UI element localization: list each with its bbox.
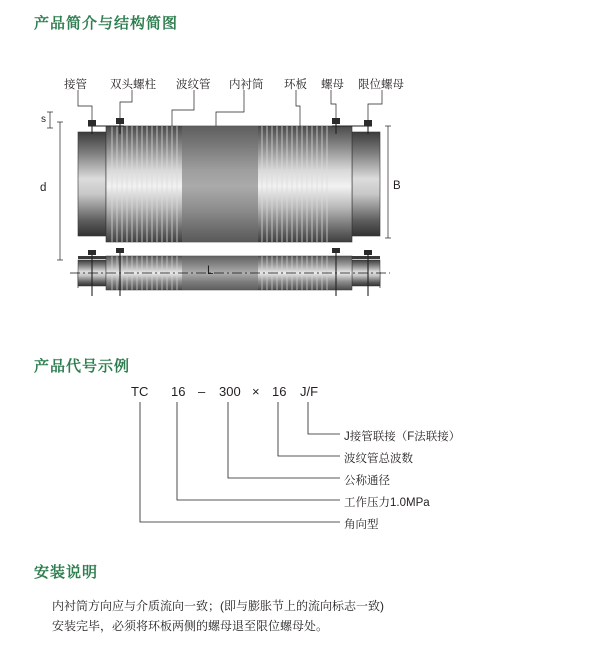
callout-label-ring-plate: 环板 xyxy=(284,79,307,91)
code-token-pressure: 16 xyxy=(171,384,186,399)
install-notes xyxy=(52,596,552,636)
code-desc-pressure: 工作压力1.0MPa xyxy=(344,497,430,509)
callout-label-nozzle: 接管 xyxy=(64,79,87,91)
code-leader-lines xyxy=(0,378,600,548)
install-note-line-1: 内衬筒方向应与介质流向一致；(即与膨胀节上的流向标志一致) xyxy=(52,599,384,613)
structure-diagram-svg xyxy=(0,60,600,340)
code-token-diameter: 300 xyxy=(219,384,241,399)
callout-label-nut: 螺母 xyxy=(321,79,344,91)
dimension-label-s: s xyxy=(41,114,46,125)
install-note-line-2: 安装完毕，必须将环板两侧的螺母退至限位螺母处。 xyxy=(52,619,329,633)
structure-diagram xyxy=(0,60,600,340)
code-desc-type: 角向型 xyxy=(344,519,379,531)
dimension-label-d: d xyxy=(40,182,47,194)
code-token-type: TC xyxy=(131,384,149,399)
callout-label-bellows: 波纹管 xyxy=(176,79,211,91)
code-desc-joint: J接管联接（F法联接） xyxy=(344,431,461,443)
page-title-intro: 产品简介与结构简图 xyxy=(34,15,179,32)
product-code-example xyxy=(0,378,600,548)
code-token-times: × xyxy=(252,384,260,399)
dimension-label-l: L xyxy=(207,265,214,277)
code-desc-diameter: 公称通径 xyxy=(344,475,390,487)
code-token-dash: – xyxy=(198,384,206,399)
page-title-code: 产品代号示例 xyxy=(34,358,131,375)
code-desc-waves: 波纹管总波数 xyxy=(344,453,413,465)
page-title-install: 安装说明 xyxy=(34,564,99,581)
code-token-waves: 16 xyxy=(272,384,287,399)
code-token-joint: J/F xyxy=(300,384,319,399)
dimension-label-b: B xyxy=(393,180,401,192)
callout-label-liner: 内衬筒 xyxy=(229,79,264,91)
callout-label-limit-nut: 限位螺母 xyxy=(358,79,404,91)
callout-label-stud-bolt: 双头螺柱 xyxy=(110,79,156,91)
